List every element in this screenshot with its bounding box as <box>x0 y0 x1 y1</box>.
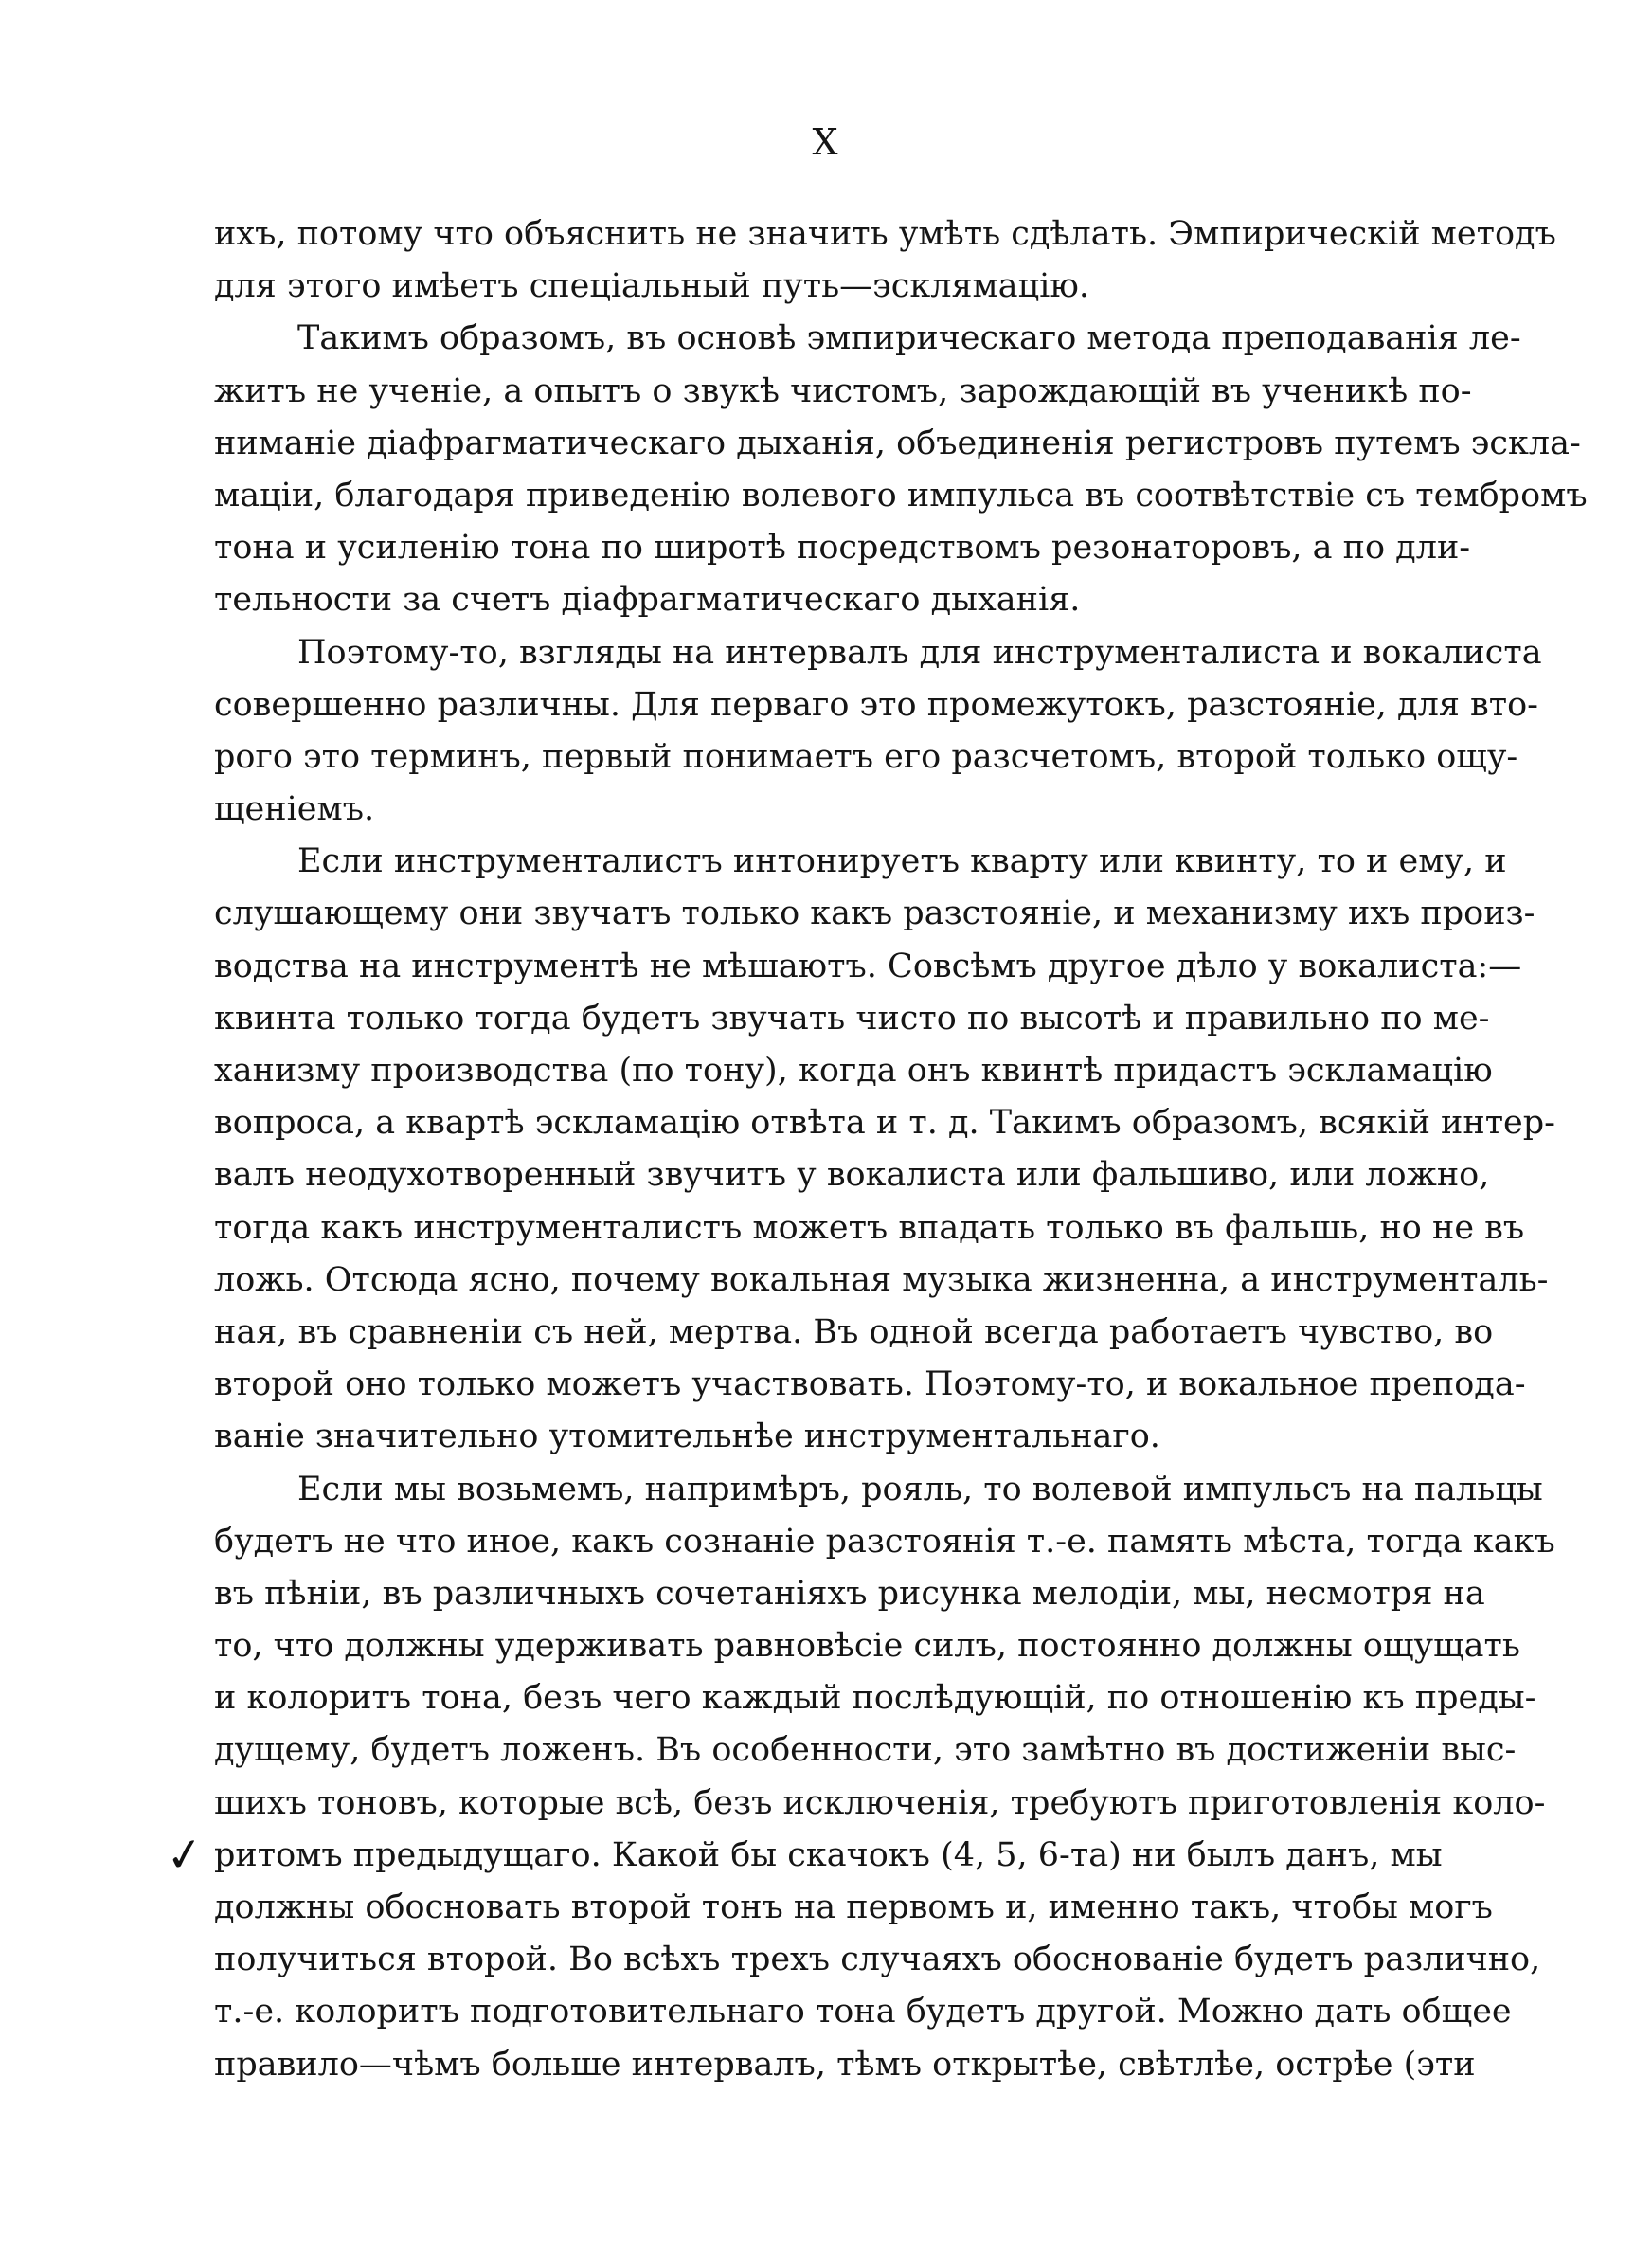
paragraph <box>214 1464 1555 2091</box>
paragraph <box>214 208 1556 313</box>
text-line: т.-е. колоритъ подготовительнаго тона будетъ другой. Можно дать общее <box>214 1993 1512 2031</box>
text-line: ложь. Отсюда ясно, почему вокальная музыка жизненна, а инструменталь- <box>214 1260 1549 1299</box>
text-line: житъ не ученіе, а опытъ о звукѣ чистомъ, зарождающій въ ученикѣ по- <box>214 371 1472 410</box>
text-line: вопроса, а квартѣ эскламацію отвѣта и т. д. Такимъ образомъ, всякій интер- <box>214 1104 1555 1143</box>
text-line: для этого имѣетъ спеціальный путь—эсклямацію. <box>214 267 1089 306</box>
text-line: ритомъ предыдущаго. Какой бы скачокъ (4, 5, 6-та) ни былъ данъ, мы <box>214 1835 1443 1874</box>
text-line: Если мы возьмемъ, напримѣръ, рояль, то волевой импульсъ на пальцы <box>297 1470 1543 1508</box>
text-line: валъ неодухотворенный звучитъ у вокалиста или фальшиво, или ложно, <box>214 1156 1490 1195</box>
body-text <box>214 208 1588 2091</box>
text-line: тельности за счетъ діафрагматическаго дыханія. <box>214 581 1081 620</box>
paragraph <box>214 627 1542 837</box>
text-line: ханизму производства (по тону), когда онъ квинтѣ придастъ эскламацію <box>214 1052 1493 1090</box>
text-line: въ пѣніи, въ различныхъ сочетаніяхъ рисунка мелодіи, мы, несмотря на <box>214 1574 1485 1613</box>
text-line: и колоритъ тона, безъ чего каждый послѣдующій, по отношенію къ преды- <box>214 1679 1536 1718</box>
text-line: маціи, благодаря приведенію волевого импульса въ соотвѣтствіе съ тембромъ <box>214 476 1588 515</box>
text-line: Если инструменталистъ интонируетъ кварту или квинту, то и ему, и <box>297 842 1507 881</box>
text-line: дущему, будетъ ложенъ. Въ особенности, это замѣтно въ достиженіи выс- <box>214 1731 1517 1770</box>
text-line: шихъ тоновъ, которые всѣ, безъ исключенія, требуютъ приготовленія коло- <box>214 1783 1546 1822</box>
text-line: получиться второй. Во всѣхъ трехъ случаяхъ обоснованіе будетъ различно, <box>214 1941 1541 1979</box>
checkmark-icon: ✓ <box>162 1826 207 1885</box>
text-line: ваніе значительно утомительнѣе инструментальнаго. <box>214 1417 1160 1456</box>
text-line: Поэтому-то, взгляды на интервалъ для инструменталиста и вокалиста <box>297 633 1542 672</box>
text-line: ихъ, потому что объяснить не значить умѣть сдѣлать. Эмпирическій методъ <box>214 215 1556 253</box>
text-line: квинта только тогда будетъ звучать чисто по высотѣ и правильно по ме- <box>214 999 1490 1038</box>
page-number: X <box>812 121 840 163</box>
text-line: тогда какъ инструменталистъ можетъ впадать только въ фальшь, но не въ <box>214 1208 1525 1247</box>
text-line: совершенно различны. Для перваго это промежутокъ, разстояніе, для вто- <box>214 685 1538 724</box>
text-line: правило—чѣмъ больше интервалъ, тѣмъ открытѣе, свѣтлѣе, острѣе (эти <box>214 2045 1476 2084</box>
text-line: щеніемъ. <box>214 790 375 829</box>
text-line: водства на инструментѣ не мѣшаютъ. Совсѣмъ другое дѣло у вокалиста:— <box>214 947 1522 985</box>
text-line: то, что должны удерживать равновѣсіе силъ, постоянно должны ощущать <box>214 1627 1520 1666</box>
text-line: второй оно только можетъ участвовать. Поэтому-то, и вокальное препода- <box>214 1365 1526 1404</box>
text-line: будетъ не что иное, какъ сознаніе разстоянія т.-е. память мѣста, тогда какъ <box>214 1522 1555 1561</box>
text-line: рого это терминъ, первый понимаетъ его разсчетомъ, второй только ощу- <box>214 737 1518 776</box>
text-line: Такимъ образомъ, въ основѣ эмпирическаго метода преподаванія ле- <box>297 319 1521 358</box>
text-line: ниманіе діафрагматическаго дыханія, объединенія регистровъ путемъ эскла- <box>214 424 1581 462</box>
paragraph <box>214 313 1588 626</box>
paragraph <box>214 836 1555 1463</box>
text-line: тона и усиленію тона по широтѣ посредствомъ резонаторовъ, а по дли- <box>214 529 1471 568</box>
text-line: ная, въ сравненіи съ ней, мертва. Въ одной всегда работаетъ чувство, во <box>214 1312 1494 1351</box>
text-line: слушающему они звучатъ только какъ разстояніе, и механизму ихъ произ- <box>214 894 1535 933</box>
text-line: должны обосновать второй тонъ на первомъ и, именно такъ, чтобы могъ <box>214 1888 1493 1926</box>
